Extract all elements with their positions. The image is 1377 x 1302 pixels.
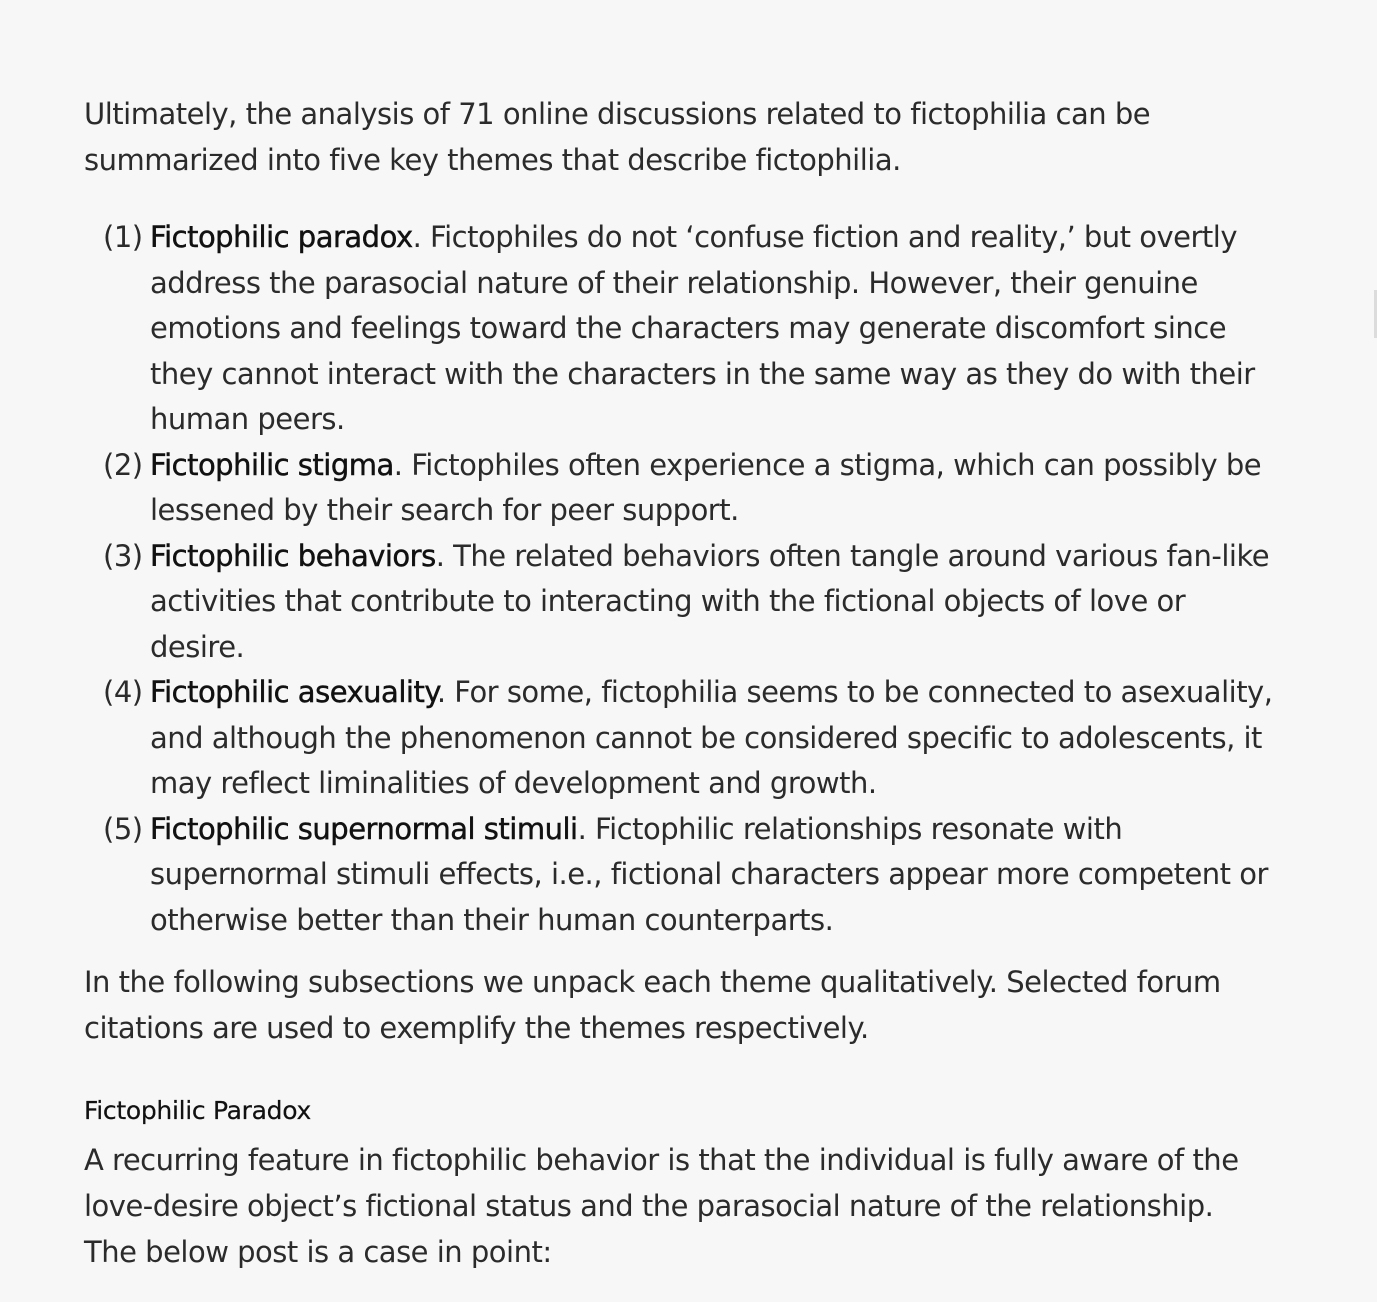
theme-description: . Fictophilic relationships resonate with supernormal stimuli effects, i.e., fictional characters appear more competent or otherwise better than their human counterparts. — [150, 811, 1268, 937]
list-item — [84, 534, 1274, 671]
section-heading: Fictophilic Paradox — [84, 1096, 311, 1125]
list-item-number: (3) — [103, 538, 143, 573]
theme-term: Fictophilic stigma — [150, 447, 394, 482]
outro-paragraph: In the following subsections we unpack each theme qualitatively. Selected forum citations are used to exemplify the themes respectively. — [84, 965, 1221, 1045]
theme-description: . Fictophiles often experience a stigma, which can possibly be lessened by their search for peer support. — [150, 447, 1262, 527]
intro-paragraph: Ultimately, the analysis of 71 online discussions related to fictophilia can be summarized into five key themes that describe fictophilia. — [84, 97, 1151, 177]
theme-list — [84, 215, 1274, 943]
list-item-number: (4) — [103, 675, 143, 709]
theme-description: . For some, fictophilia seems to be connected to asexuality, and although the phenomenon cannot be considered specific to adolescents, it may reflect liminalities of development and growth. — [150, 675, 1273, 800]
theme-description: . The related behaviors often tangle around various fan-like activities that contribute to interacting with the fictional objects of love or desire. — [150, 538, 1270, 664]
list-item — [84, 443, 1274, 534]
list-item-number: (5) — [103, 811, 143, 846]
theme-term: Fictophilic supernormal stimuli — [150, 811, 578, 846]
list-item — [84, 215, 1274, 443]
article-body — [84, 91, 1274, 1275]
theme-term: Fictophilic behaviors — [150, 538, 436, 573]
list-item-number: (2) — [103, 447, 143, 482]
theme-term: Fictophilic asexuality — [150, 675, 437, 709]
section-body-paragraph: A recurring feature in fictophilic behavior is that the individual is fully aware of the love-desire object’s fictional status and the parasocial nature of the relationship. The below post is a case in point: — [84, 1143, 1239, 1269]
theme-description: . Fictophiles do not ‘confuse fiction and reality,’ but overtly address the parasocial nature of their relationship. However, their genuine emotions and feelings toward the characters may generate discomfort since they cannot interact with the characters in the same way as they do with their human peers. — [150, 220, 1255, 436]
list-item — [84, 807, 1274, 944]
list-item-number: (1) — [103, 220, 143, 254]
list-item — [84, 670, 1274, 807]
theme-term: Fictophilic paradox — [150, 220, 413, 254]
